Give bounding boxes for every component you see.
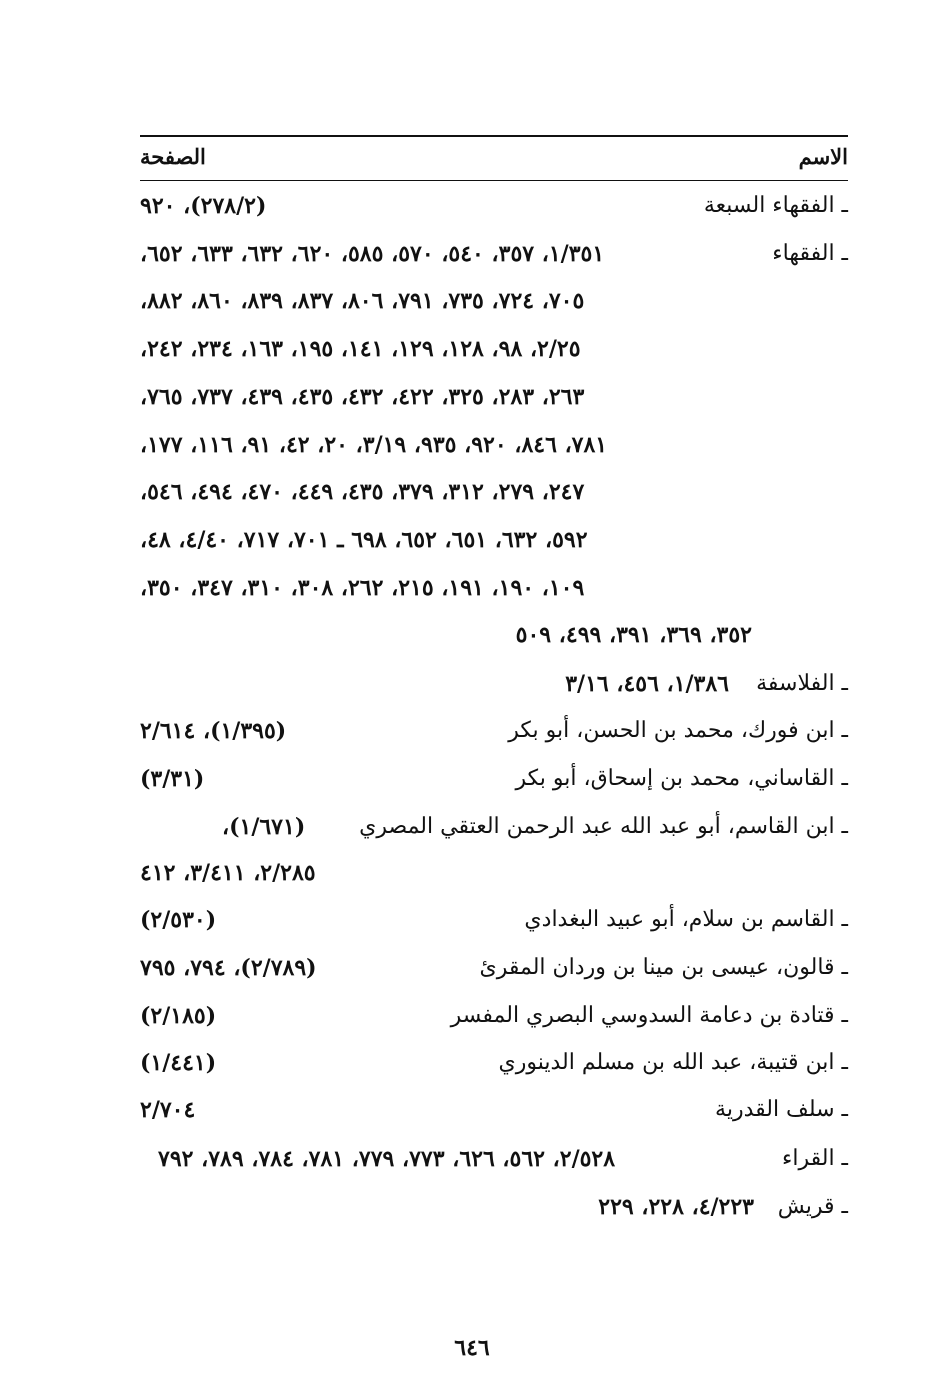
entry-refs: ٤/٢٢٣، ٢٢٨، ٢٢٩ (598, 1194, 754, 1220)
entry-refs: (٢/٥٣٠) (140, 907, 217, 933)
entry-refs-continuation: ٢٤٧، ٢٧٩، ٣١٢، ٣٧٩، ٤٣٥، ٤٤٩، ٤٧٠، ٤٩٤، ٥٤٦، (140, 479, 585, 505)
entry-name: ـ سلف القدرية (715, 1097, 848, 1122)
entry-name: ـ القراء (782, 1146, 848, 1171)
entry-name: ـ ابن القاسم، أبو عبد الله عبد الرحمن العتقي المصري (359, 814, 848, 839)
entry-name: ـ الفقهاء السبعة (703, 193, 848, 218)
entry-refs-continuation: ١٠٩، ١٩٠، ١٩١، ٢١٥، ٢٦٢، ٣٠٨، ٣١٠، ٣٤٧، ٣٥٠، (140, 575, 585, 601)
column-header-name: الاسم (798, 144, 848, 169)
entry-refs-continuation: ٥٩٢، ٦٣٢، ٦٥١، ٦٥٢، ٦٩٨ ـ ٧٠١، ٧١٧، ٤/٤٠، ٤٨، (140, 527, 588, 553)
entry-name: ـ الفقهاء (772, 241, 848, 266)
entry-refs: (٢/٧٨٩)، ٧٩٤، ٧٩٥ (140, 955, 317, 981)
entry-name: ـ ابن قتيبة، عبد الله بن مسلم الدينوري (498, 1050, 848, 1075)
entry-refs-continuation: ٣٥٢، ٣٦٩، ٣٩١، ٤٩٩، ٥٠٩ (515, 622, 752, 648)
entry-name: ـ ابن فورك، محمد بن الحسن، أبو بكر (508, 718, 848, 743)
entry-name: ـ القاسم بن سلام، أبو عبيد البغدادي (524, 907, 848, 932)
entry-refs-continuation: ٢٦٣، ٢٨٣، ٣٢٥، ٤٢٢، ٤٣٢، ٤٣٥، ٤٣٩، ٧٣٧، ٧٦٥، (140, 384, 585, 410)
entry-refs: ٢/٥٢٨، ٥٦٢، ٦٢٦، ٧٧٣، ٧٧٩، ٧٨١، ٧٨٤، ٧٨٩، ٧٩٢ (158, 1146, 616, 1172)
entry-refs-continuation: ٢/٢٥، ٩٨، ١٢٨، ١٢٩، ١٤١، ١٩٥، ١٦٣، ٢٣٤، ٢٤٢، (140, 336, 581, 362)
entry-refs: (١/٤٤١) (140, 1050, 217, 1076)
entry-refs-continuation: ٧٨١، ٨٤٦، ٩٢٠، ٩٣٥، ٣/١٩، ٢٠، ٤٢، ٩١، ١١٦، ١٧٧، (140, 432, 608, 458)
entry-refs: (٣/٣١) (140, 766, 205, 792)
header-bottom-rule (140, 180, 848, 181)
column-header-page: الصفحة (140, 144, 206, 169)
entry-refs: ١/٣٥١، ٣٥٧، ٥٤٠، ٥٧٠، ٥٨٥، ٦٢٠، ٦٣٢، ٦٣٣، ٦٥٢، (140, 241, 605, 267)
entry-refs: ٢/٧٠٤ (140, 1097, 196, 1123)
entry-refs: (١/٦٧١)، (222, 814, 306, 840)
entry-refs: (٢٧٨/٢)، ٩٢٠ (140, 193, 267, 219)
entry-refs: (١/٣٩٥)، ٢/٦١٤ (140, 718, 287, 744)
entry-name: ـ قريش (777, 1194, 848, 1219)
header-top-rule (140, 135, 848, 137)
entry-refs: ١/٣٨٦، ٤٥٦، ٣/١٦ (565, 671, 729, 697)
entry-name: ـ القاساني، محمد بن إسحاق، أبو بكر (515, 766, 848, 791)
entry-name: ـ قالون، عيسى بن مينا بن وردان المقرئ (479, 955, 848, 980)
entry-refs: (٢/١٨٥) (140, 1003, 217, 1029)
entry-refs-continuation: ٧٠٥، ٧٢٤، ٧٣٥، ٧٩١، ٨٠٦، ٨٣٧، ٨٣٩، ٨٦٠، ٨٨٢، (140, 288, 585, 314)
page-number: ٦٤٦ (454, 1335, 490, 1361)
entry-name: ـ قتادة بن دعامة السدوسي البصري المفسر (450, 1003, 848, 1028)
entry-refs-continuation: ٢/٢٨٥، ٣/٤١١، ٤١٢ (140, 860, 316, 886)
entry-name: ـ الفلاسفة (756, 671, 848, 696)
